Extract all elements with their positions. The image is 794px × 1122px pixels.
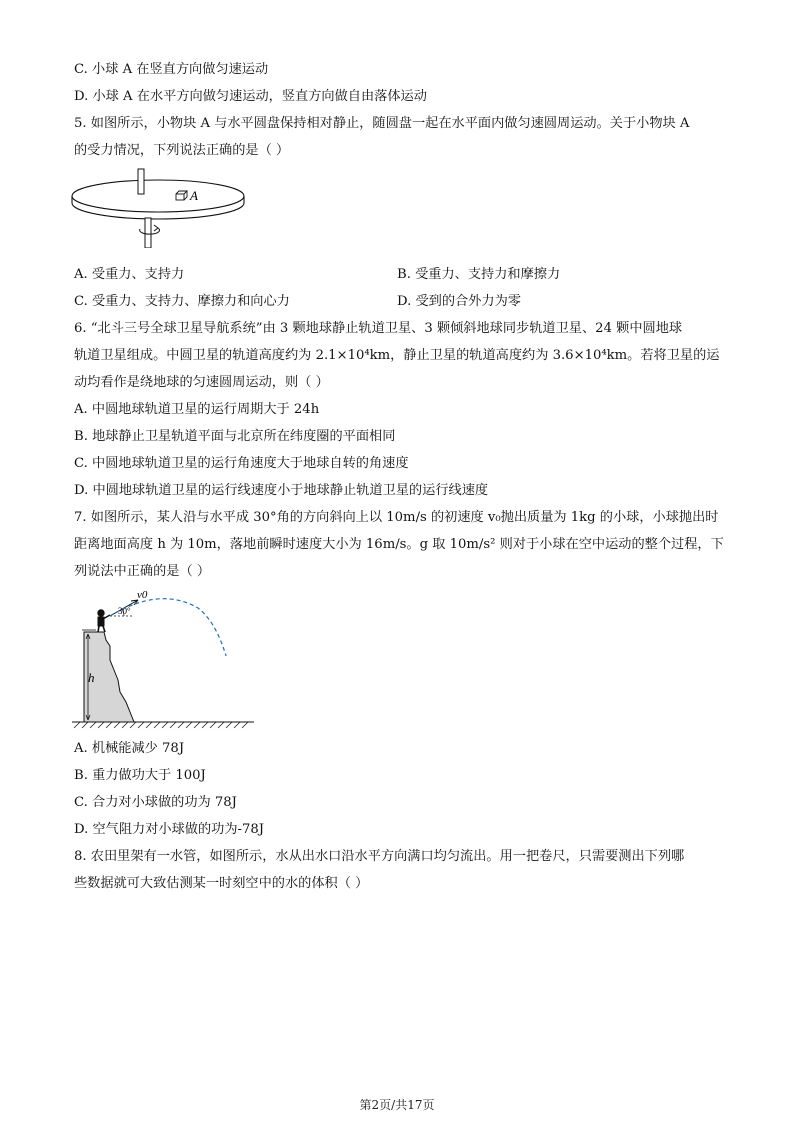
ground-hatching — [74, 722, 248, 728]
v0-label: v0 — [137, 589, 148, 601]
q6-stem-line-1: 6. “北斗三号全球卫星导航系统”由 3 颗地球静止轨道卫星、3 颗倾斜地球同步轨道卫星、24 颗中圆地球 — [74, 321, 683, 336]
q4-option-c: C. 小球 A 在竖直方向做匀速运动 — [74, 62, 269, 77]
q6-option-b: B. 地球静止卫星轨道平面与北京所在纬度圈的平面相同 — [74, 429, 396, 444]
q7-option-d: D. 空气阻力对小球做的功为-78J — [74, 822, 265, 837]
q5-option-b: B. 受重力、支持力和摩擦力 — [397, 267, 561, 282]
q4-option-d: D. 小球 A 在水平方向做匀速运动，竖直方向做自由落体运动 — [74, 89, 427, 104]
q7-stem-line-3: 列说法中正确的是（ ） — [74, 564, 211, 579]
q7-stem-line-2: 距离地面高度 h 为 10m，落地前瞬时速度大小为 16m/s。g 取 10m/s² 则对于小球在空中运动的整个过程，下 — [74, 537, 724, 552]
q7-option-b: B. 重力做功大于 100J — [74, 768, 206, 783]
q6-option-d: D. 中圆地球轨道卫星的运行线速度小于地球静止轨道卫星的运行线速度 — [74, 483, 489, 498]
q5-stem-line-2: 的受力情况，下列说法正确的是（ ） — [74, 143, 290, 158]
q6-stem-line-3: 动均看作是绕地球的匀速圆周运动，则（ ） — [74, 375, 329, 390]
block-a-label: A — [190, 188, 198, 203]
q7-option-c: C. 合力对小球做的功为 78J — [74, 795, 237, 810]
disk-top — [72, 180, 244, 212]
height-label: h — [88, 670, 95, 685]
q7-stem-line-1: 7. 如图所示，某人沿与水平成 30°角的方向斜向上以 10m/s 的初速度 v₀抛出质量为 1kg 的小球，小球抛出时 — [74, 510, 719, 525]
q8-stem-line-1: 8. 农田里架有一水管，如图所示，水从出水口沿水平方向满口均匀流出。用一把卷尺，只需要测出下列哪 — [74, 849, 685, 864]
page-number-footer: 第2页/共17页 — [359, 1098, 435, 1112]
angle-label: 30° — [118, 606, 131, 616]
q5-option-d: D. 受到的合外力为零 — [397, 294, 521, 309]
q5-option-c: C. 受重力、支持力、摩擦力和向心力 — [74, 294, 290, 309]
q7-option-a: A. 机械能减少 78J — [74, 741, 185, 756]
q5-option-a: A. 受重力、支持力 — [74, 267, 185, 282]
q5-rotating-disk-figure — [68, 166, 248, 248]
q6-option-a: A. 中圆地球轨道卫星的运行周期大于 24h — [74, 402, 320, 417]
q6-option-c: C. 中圆地球轨道卫星的运行角速度大于地球自转的角速度 — [74, 456, 409, 471]
q5-stem-line-1: 5. 如图所示，小物块 A 与水平圆盘保持相对静止，随圆盘一起在水平面内做匀速圆周运动。关于小物块 A — [74, 116, 690, 131]
q6-stem-line-2: 轨道卫星组成。中圆卫星的轨道高度约为 2.1×10⁴km，静止卫星的轨道高度约为 3.6×10⁴km。若将卫星的运 — [74, 348, 720, 363]
q7-projectile-cliff-figure — [68, 588, 258, 730]
thrower-figure — [98, 610, 110, 632]
q8-stem-line-2: 些数据就可大致估测某一时刻空中的水的体积（ ） — [74, 876, 369, 891]
